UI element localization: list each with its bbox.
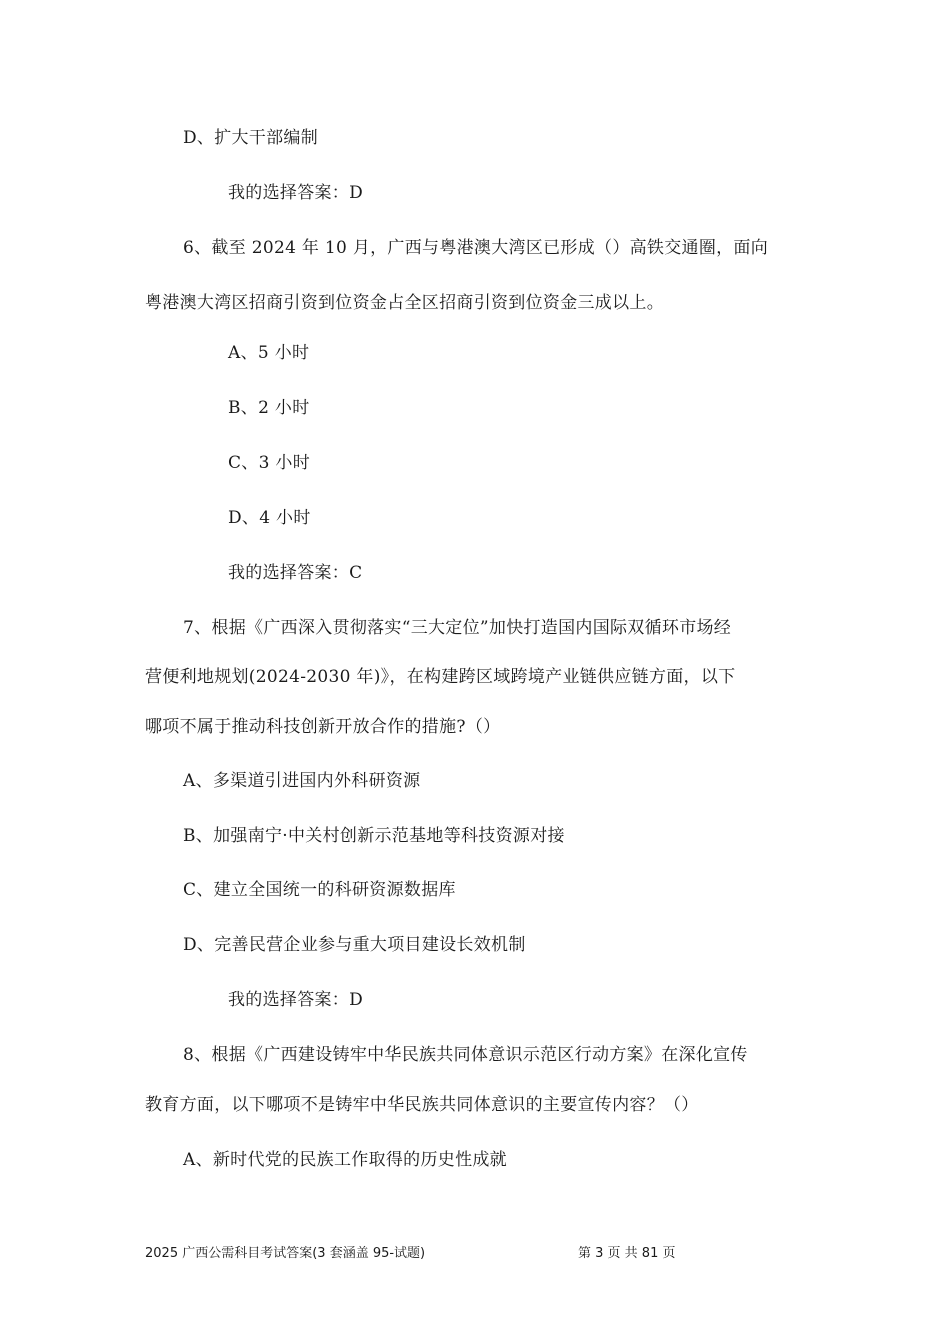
question-7-line-1: 7、根据《广西深入贯彻落实“三大定位”加快打造国内国际双循环市场经 [183, 618, 732, 638]
option-d-q7: D、完善民营企业参与重大项目建设长效机制 [183, 935, 526, 955]
footer-title: 2025 广西公需科目考试答案(3 套涵盖 95-试题) [145, 1246, 426, 1261]
option-d-q6: D、4 小时 [228, 508, 311, 528]
option-c-q7: C、建立全国统一的科研资源数据库 [183, 880, 456, 900]
answer-q6: 我的选择答案：C [228, 563, 363, 583]
footer-page-number: 第 3 页 共 81 页 [578, 1246, 676, 1261]
answer-q7: 我的选择答案：D [228, 990, 364, 1010]
question-6-line-1: 6、截至 2024 年 10 月，广西与粤港澳大湾区已形成（）高铁交通圈，面向 [183, 238, 769, 258]
option-b-q7: B、加强南宁·中关村创新示范基地等科技资源对接 [183, 826, 565, 846]
option-b-q6: B、2 小时 [228, 398, 310, 418]
option-d-q5: D、扩大干部编制 [183, 128, 319, 148]
option-a-q6: A、5 小时 [228, 343, 310, 363]
question-6-line-2: 粤港澳大湾区招商引资到位资金占全区招商引资到位资金三成以上。 [145, 293, 664, 313]
question-7-line-3: 哪项不属于推动科技创新开放合作的措施?（） [145, 717, 501, 737]
question-8-line-1: 8、根据《广西建设铸牢中华民族共同体意识示范区行动方案》在深化宣传 [183, 1045, 748, 1065]
option-c-q6: C、3 小时 [228, 453, 311, 473]
option-a-q8: A、新时代党的民族工作取得的历史性成就 [183, 1150, 507, 1170]
question-7-line-2: 营便利地规划(2024-2030 年)》，在构建跨区域跨境产业链供应链方面，以下 [145, 667, 736, 687]
answer-q5: 我的选择答案：D [228, 183, 364, 203]
option-a-q7: A、多渠道引进国内外科研资源 [183, 771, 421, 791]
question-8-line-2: 教育方面，以下哪项不是铸牢中华民族共同体意识的主要宣传内容？（） [145, 1095, 699, 1115]
